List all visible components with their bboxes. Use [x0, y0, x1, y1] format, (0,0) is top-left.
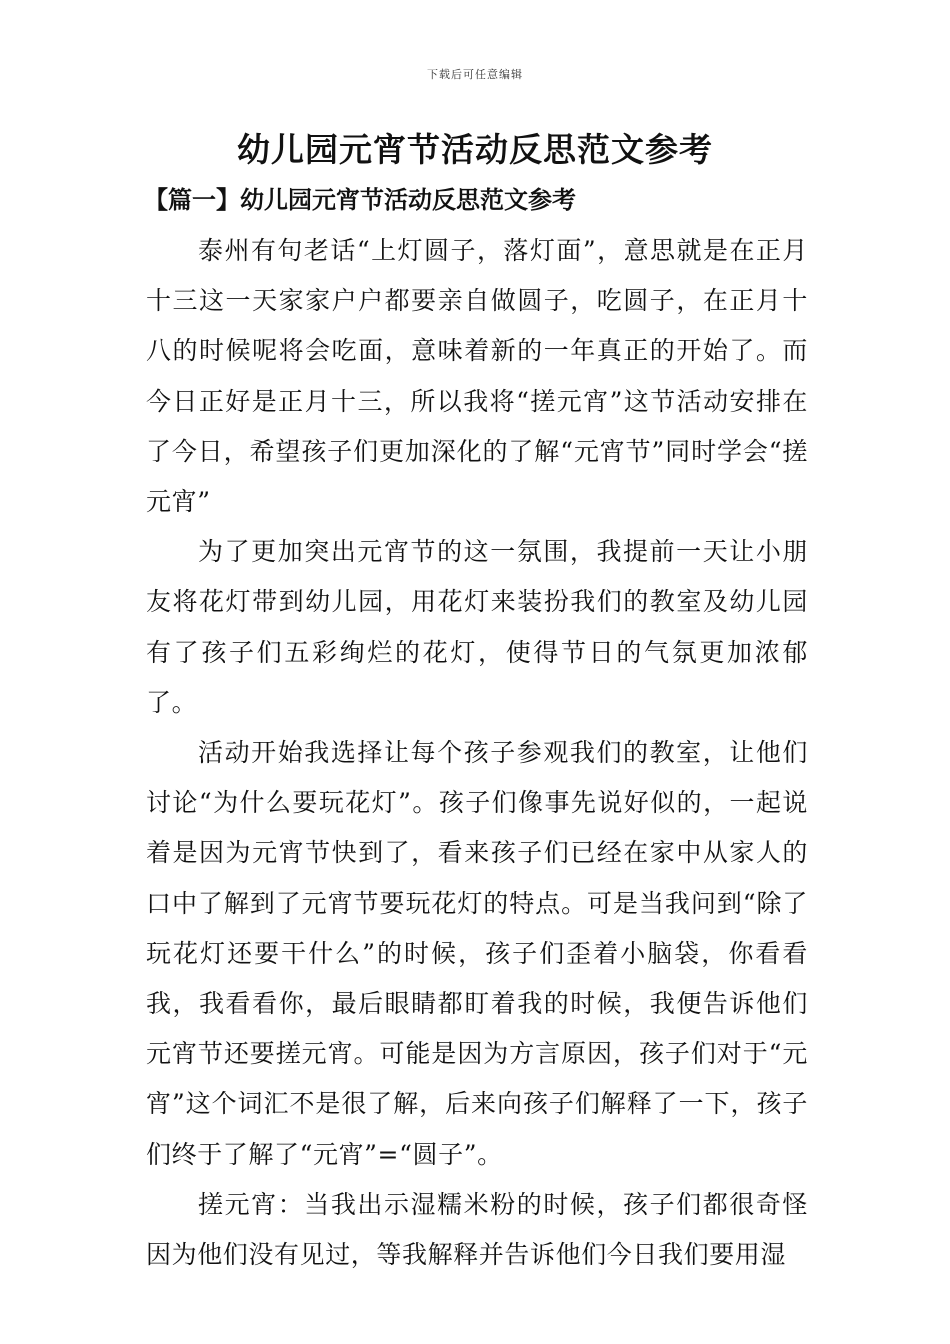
header-note: 下载后可任意编辑 [427, 68, 523, 81]
document-body [146, 226, 808, 1280]
body-paragraph: 搓元宵：当我出示湿糯米粉的时候，孩子们都很奇怪因为他们没有见过，等我解释并告诉他们今日我们要用湿 [146, 1189, 808, 1270]
document-title: 幼儿园元宵节活动反思范文参考 [237, 130, 713, 169]
section-heading: 【篇一】幼儿园元宵节活动反思范文参考 [144, 185, 576, 214]
body-paragraph: 为了更加突出元宵节的这一氛围，我提前一天让小朋友将花灯带到幼儿园，用花灯来装扮我们的教室及幼儿园有了孩子们五彩绚烂的花灯，使得节日的气氛更加浓郁了。 [146, 537, 808, 717]
body-paragraph: 活动开始我选择让每个孩子参观我们的教室，让他们讨论“为什么要玩花灯”。孩子们像事先说好似的，一起说着是因为元宵节快到了，看来孩子们已经在家中从家人的口中了解到了元宵节要玩花灯的特点。可是当我问到“除了玩花灯还要干什么”的时候，孩子们歪着小脑袋，你看看我，我看看你，最后眼睛都盯着我的时候，我便告诉他们元宵节还要搓元宵。可能是因为方言原因，孩子们对于“元宵”这个词汇不是很了解，后来向孩子们解释了一下，孩子们终于了解了“元宵”=“圆子”。 [146, 738, 808, 1169]
body-paragraph: 泰州有句老话“上灯圆子，落灯面”，意思就是在正月十三这一天家家户户都要亲自做圆子，吃圆子，在正月十八的时候呢将会吃面，意味着新的一年真正的开始了。而今日正好是正月十三，所以我将“搓元宵”这节活动安排在了今日，希望孩子们更加深化的了解“元宵节”同时学会“搓元宵” [146, 236, 808, 517]
